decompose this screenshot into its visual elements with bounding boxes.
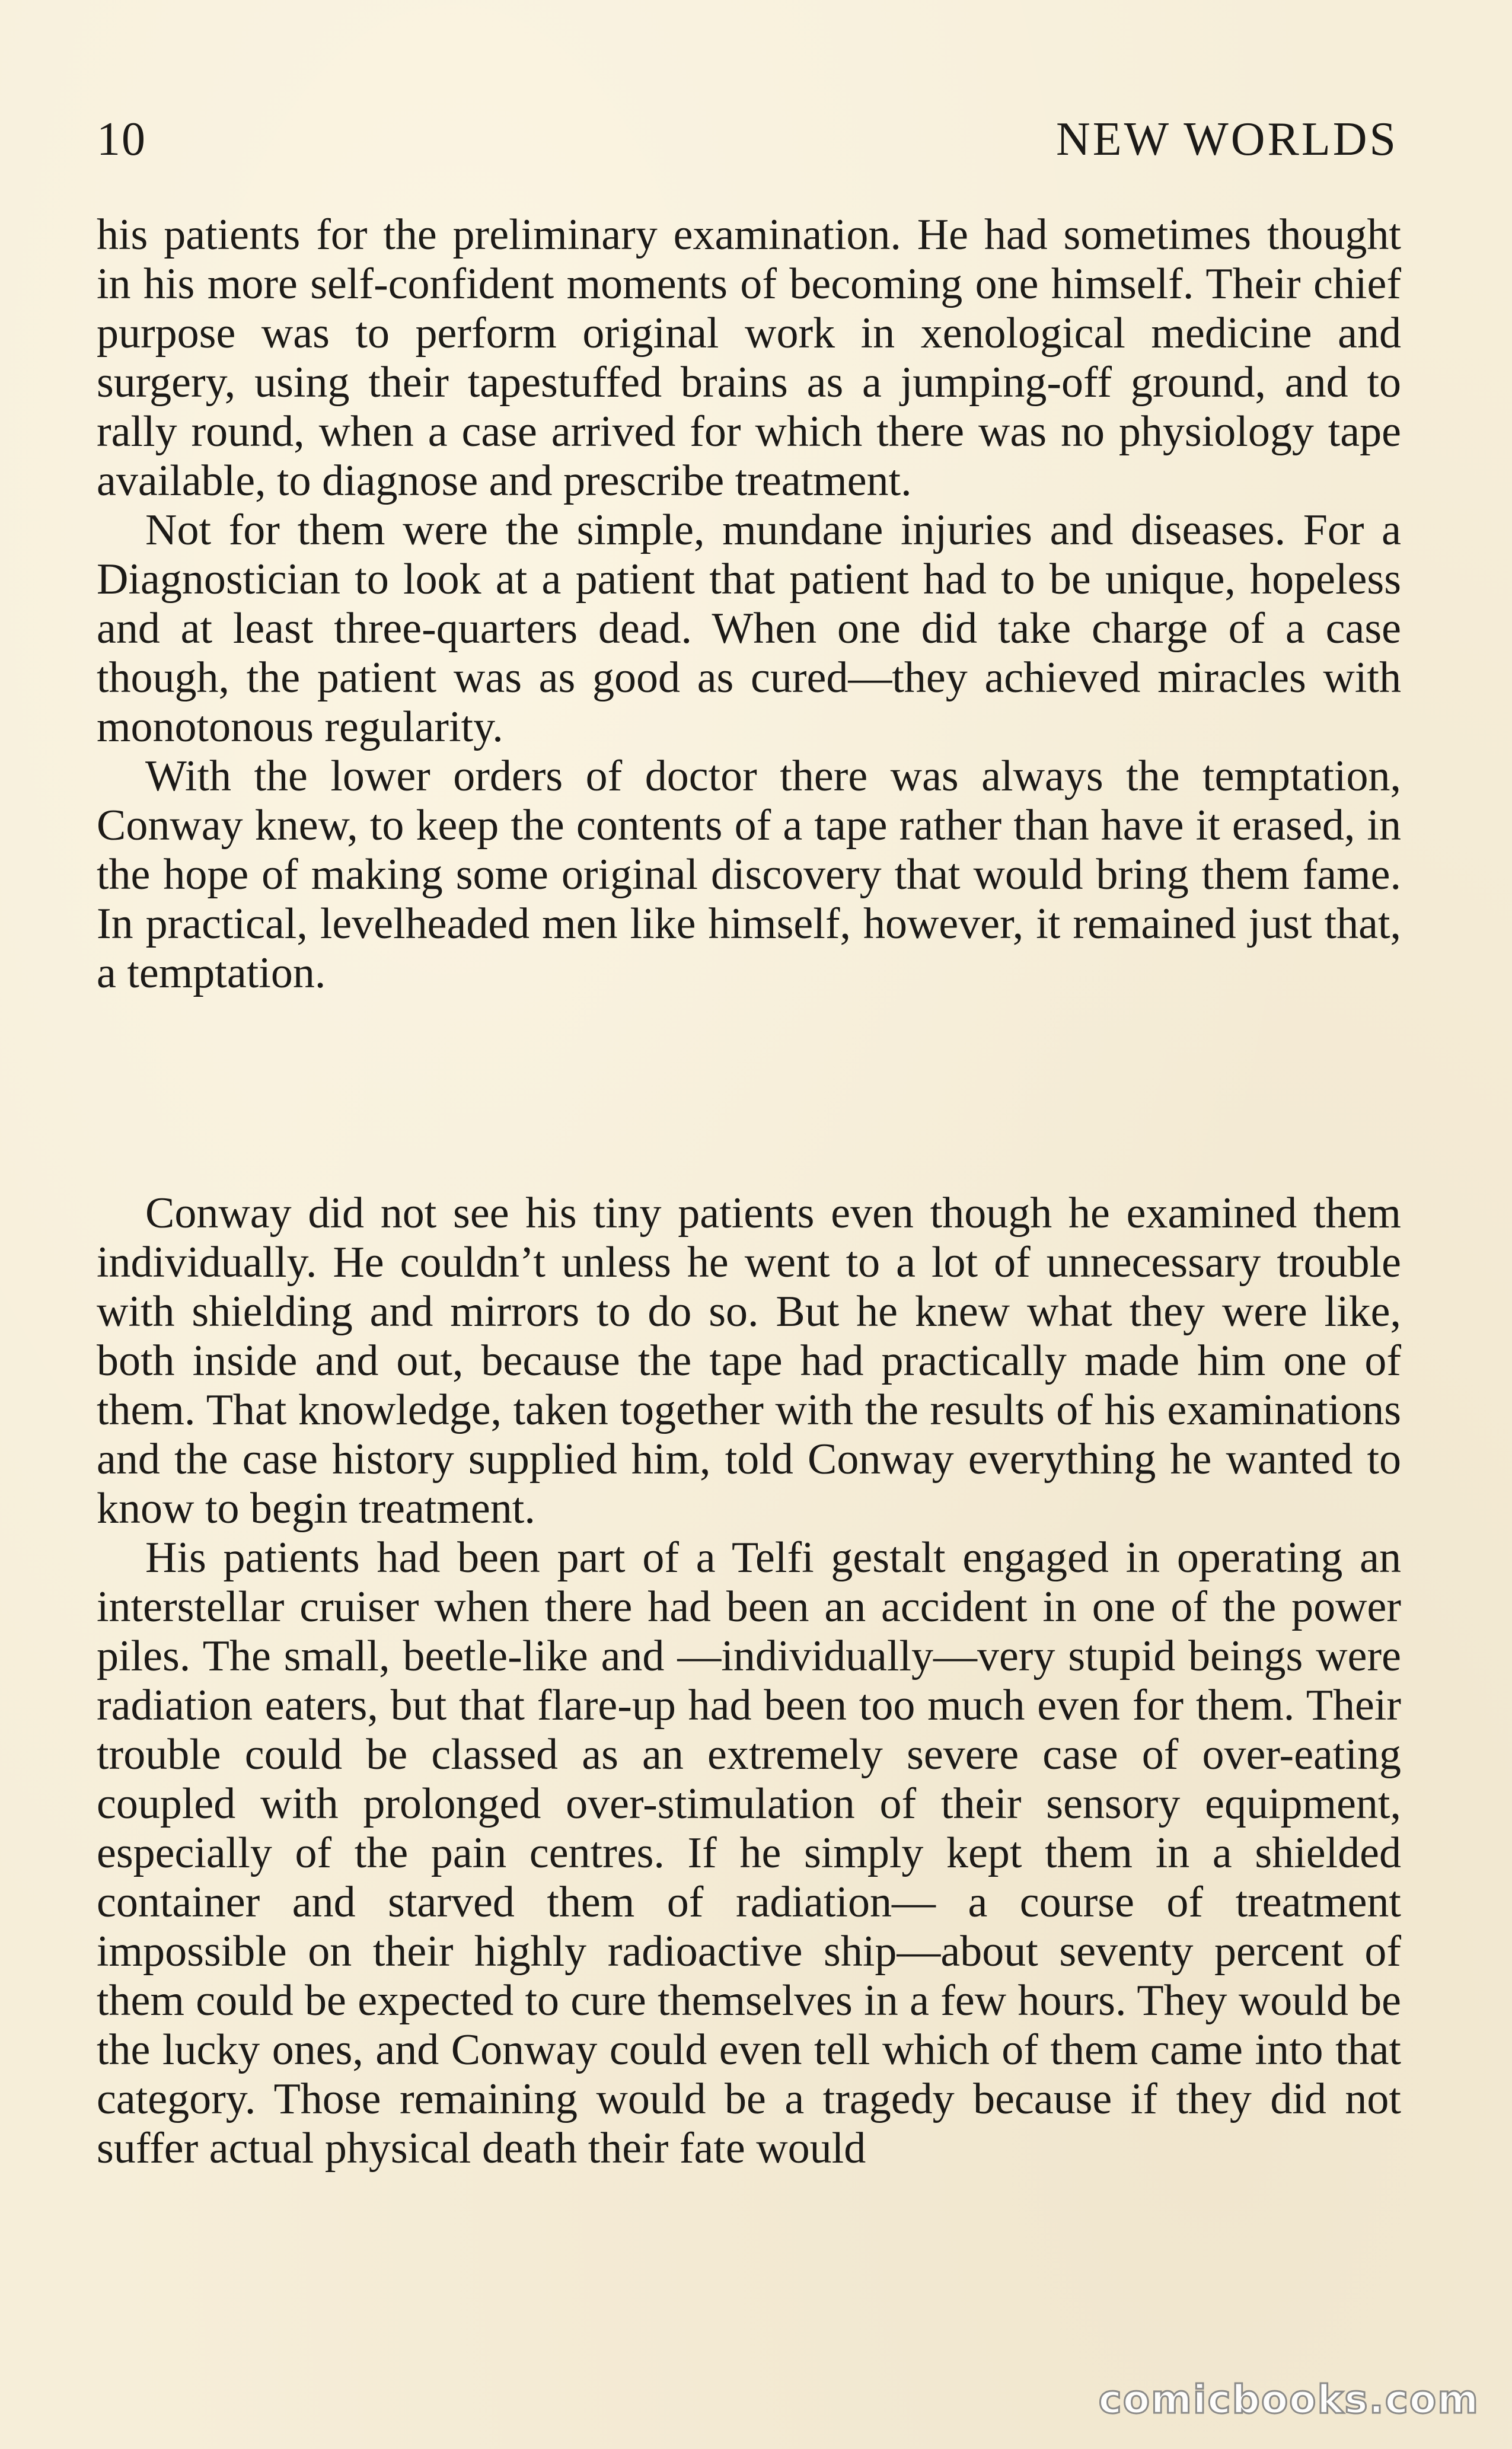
watermark: comicbooks.com <box>1098 2377 1479 2422</box>
paragraph: With the lower orders of doctor there was always the temptation, Conway knew, to keep the contents of a tape rather than have it erased, in the hope of making some original discovery that would bring them fame. In practical, levelheaded men like himself, however, it remained just that, a temptation. <box>97 752 1401 997</box>
paragraph: his patients for the preliminary examination. He had sometimes thought in his more self-confident moments of becoming one himself. Their chief purpose was to perform original work in xenological medicine and surgery, using their tapestuffed brains as a jumping-off ground, and to rally round, when a case arrived for which there was no physiology tape available, to diagnose and prescribe treatment. <box>97 211 1401 505</box>
running-head <box>97 110 1398 169</box>
paragraph: His patients had been part of a Telfi gestalt engaged in operating an interstellar cruiser when there had been an accident in one of the power piles. The small, beetle-like and —individually—very stupid beings were radiation eaters, but that flare-up had been too much even for them. Their trouble could be classed as an extremely severe case of over-eating coupled with prolonged over-stimulation of their sensory equipment, especially of the pain centres. If he simply kept them in a shielded container and starved them of radiation— a course of treatment impossible on their highly radioactive ship—about seventy percent of them could be expected to cure themselves in a few hours. They would be the lucky ones, and Conway could even tell which of them came into that category. Those remaining would be a tragedy because if they did not suffer actual physical death their fate would <box>97 1533 1401 2173</box>
page-number: 10 <box>97 113 146 165</box>
paragraph: Conway did not see his tiny patients even though he examined them individually. He couldn’t unless he went to a lot of unnecessary trouble with shielding and mirrors to do so. But he knew what they were like, both inside and out, because the tape had practically made him one of them. That knowledge, taken together with the results of his examinations and the case history supplied him, told Conway everything he wanted to know to begin treatment. <box>97 1189 1401 1533</box>
paragraph: Not for them were the simple, mundane injuries and diseases. For a Diagnostician to look at a patient that patient had to be unique, hopeless and at least three-quarters dead. When one did take charge of a case though, the patient was as good as cured—they achieved miracles with monotonous regularity. <box>97 506 1401 751</box>
text-section-2 <box>97 1189 1401 2173</box>
text-section-1 <box>97 211 1401 998</box>
magazine-title: NEW WORLDS <box>1055 113 1398 165</box>
